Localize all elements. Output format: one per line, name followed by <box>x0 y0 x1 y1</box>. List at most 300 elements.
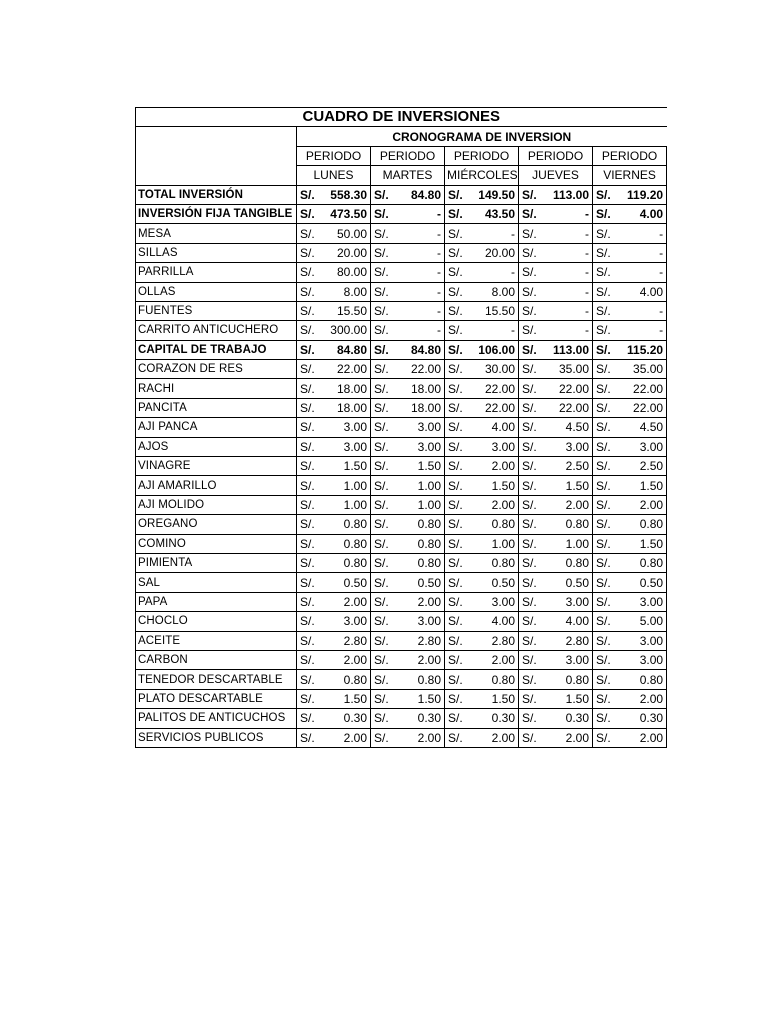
currency-cell: S/. <box>445 553 470 572</box>
currency-cell: S/. <box>593 398 618 417</box>
currency-cell: S/. <box>445 398 470 417</box>
table-row <box>136 360 667 379</box>
currency-cell: S/. <box>519 282 544 301</box>
table-title: CUADRO DE INVERSIONES <box>136 108 667 127</box>
currency-cell: S/. <box>593 301 618 320</box>
row-label: SILLAS <box>136 243 297 262</box>
amount-cell: 4.00 <box>544 612 593 631</box>
currency-cell: S/. <box>297 573 322 592</box>
table-row <box>136 379 667 398</box>
amount-cell: 0.80 <box>618 670 667 689</box>
currency-cell: S/. <box>593 340 618 359</box>
currency-cell: S/. <box>445 282 470 301</box>
amount-cell: - <box>396 282 445 301</box>
currency-cell: S/. <box>445 185 470 204</box>
amount-cell: 0.50 <box>618 573 667 592</box>
amount-cell: 0.80 <box>396 534 445 553</box>
currency-cell: S/. <box>371 495 396 514</box>
amount-cell: 1.50 <box>322 457 371 476</box>
amount-cell: 1.50 <box>618 534 667 553</box>
amount-cell: 2.00 <box>618 728 667 747</box>
amount-cell: 3.00 <box>618 650 667 669</box>
day-header-1: MARTES <box>371 166 445 185</box>
currency-cell: S/. <box>371 631 396 650</box>
currency-cell: S/. <box>297 476 322 495</box>
currency-cell: S/. <box>593 650 618 669</box>
currency-cell: S/. <box>519 728 544 747</box>
currency-cell: S/. <box>519 243 544 262</box>
amount-cell: 1.00 <box>396 495 445 514</box>
currency-cell: S/. <box>297 553 322 572</box>
currency-cell: S/. <box>519 515 544 534</box>
currency-cell: S/. <box>371 418 396 437</box>
currency-cell: S/. <box>593 612 618 631</box>
amount-cell: 106.00 <box>470 340 519 359</box>
row-label: PARRILLA <box>136 263 297 282</box>
amount-cell: 4.00 <box>618 204 667 223</box>
amount-cell: 0.50 <box>396 573 445 592</box>
currency-cell: S/. <box>445 360 470 379</box>
amount-cell: 84.80 <box>396 185 445 204</box>
amount-cell: 149.50 <box>470 185 519 204</box>
row-label: RACHI <box>136 379 297 398</box>
currency-cell: S/. <box>593 476 618 495</box>
currency-cell: S/. <box>371 224 396 243</box>
amount-cell: 3.00 <box>396 612 445 631</box>
amount-cell: 0.80 <box>618 515 667 534</box>
currency-cell: S/. <box>297 670 322 689</box>
currency-cell: S/. <box>593 263 618 282</box>
currency-cell: S/. <box>593 321 618 340</box>
amount-cell: - <box>544 243 593 262</box>
row-label: CAPITAL DE TRABAJO <box>136 340 297 359</box>
schedule-header: CRONOGRAMA DE INVERSION <box>297 127 667 146</box>
currency-cell: S/. <box>445 534 470 553</box>
amount-cell: 3.00 <box>396 418 445 437</box>
amount-cell: 0.30 <box>544 709 593 728</box>
table-row <box>136 457 667 476</box>
amount-cell: 30.00 <box>470 360 519 379</box>
amount-cell: 80.00 <box>322 263 371 282</box>
currency-cell: S/. <box>297 515 322 534</box>
currency-cell: S/. <box>297 728 322 747</box>
amount-cell: 1.00 <box>322 495 371 514</box>
amount-cell: 2.00 <box>322 650 371 669</box>
currency-cell: S/. <box>297 689 322 708</box>
table-row <box>136 243 667 262</box>
amount-cell: 0.30 <box>470 709 519 728</box>
currency-cell: S/. <box>297 650 322 669</box>
amount-cell: 0.80 <box>322 515 371 534</box>
amount-cell: - <box>470 224 519 243</box>
amount-cell: 2.50 <box>544 457 593 476</box>
amount-cell: 0.80 <box>470 670 519 689</box>
day-header-4: VIERNES <box>593 166 667 185</box>
period-header: PERIODO <box>445 146 519 165</box>
amount-cell: 3.00 <box>544 592 593 611</box>
row-label: MESA <box>136 224 297 243</box>
amount-cell: - <box>396 263 445 282</box>
currency-cell: S/. <box>371 573 396 592</box>
amount-cell: 3.00 <box>322 612 371 631</box>
amount-cell: 3.00 <box>396 437 445 456</box>
currency-cell: S/. <box>593 437 618 456</box>
amount-cell: 4.00 <box>470 612 519 631</box>
currency-cell: S/. <box>371 728 396 747</box>
row-label: AJI AMARILLO <box>136 476 297 495</box>
amount-cell: 18.00 <box>396 379 445 398</box>
amount-cell: 2.00 <box>470 650 519 669</box>
row-label: INVERSIÓN FIJA TANGIBLE <box>136 204 297 223</box>
currency-cell: S/. <box>297 534 322 553</box>
currency-cell: S/. <box>297 204 322 223</box>
currency-cell: S/. <box>297 437 322 456</box>
currency-cell: S/. <box>519 224 544 243</box>
currency-cell: S/. <box>371 457 396 476</box>
currency-cell: S/. <box>445 631 470 650</box>
currency-cell: S/. <box>297 243 322 262</box>
amount-cell: 2.80 <box>544 631 593 650</box>
currency-cell: S/. <box>593 728 618 747</box>
amount-cell: 18.00 <box>396 398 445 417</box>
currency-cell: S/. <box>593 224 618 243</box>
amount-cell: 35.00 <box>544 360 593 379</box>
amount-cell: - <box>544 224 593 243</box>
currency-cell: S/. <box>593 553 618 572</box>
amount-cell: - <box>544 263 593 282</box>
amount-cell: 84.80 <box>322 340 371 359</box>
currency-cell: S/. <box>371 553 396 572</box>
amount-cell: 2.00 <box>322 728 371 747</box>
row-label: ACEITE <box>136 631 297 650</box>
row-label: OREGANO <box>136 515 297 534</box>
amount-cell: 3.00 <box>544 437 593 456</box>
amount-cell: 1.50 <box>470 476 519 495</box>
currency-cell: S/. <box>297 263 322 282</box>
currency-cell: S/. <box>593 243 618 262</box>
currency-cell: S/. <box>445 263 470 282</box>
table-row <box>136 631 667 650</box>
currency-cell: S/. <box>593 418 618 437</box>
amount-cell: - <box>544 204 593 223</box>
amount-cell: 473.50 <box>322 204 371 223</box>
investment-table <box>135 107 667 748</box>
currency-cell: S/. <box>519 263 544 282</box>
table-row <box>136 709 667 728</box>
label-header-blank <box>136 127 297 185</box>
currency-cell: S/. <box>519 340 544 359</box>
amount-cell: 0.80 <box>470 515 519 534</box>
currency-cell: S/. <box>519 457 544 476</box>
currency-cell: S/. <box>445 495 470 514</box>
table-row <box>136 476 667 495</box>
amount-cell: 300.00 <box>322 321 371 340</box>
currency-cell: S/. <box>371 398 396 417</box>
currency-cell: S/. <box>445 301 470 320</box>
amount-cell: 2.80 <box>470 631 519 650</box>
currency-cell: S/. <box>519 631 544 650</box>
currency-cell: S/. <box>371 709 396 728</box>
amount-cell: 0.80 <box>396 515 445 534</box>
currency-cell: S/. <box>519 437 544 456</box>
currency-cell: S/. <box>371 592 396 611</box>
amount-cell: 1.00 <box>322 476 371 495</box>
amount-cell: 22.00 <box>322 360 371 379</box>
currency-cell: S/. <box>519 553 544 572</box>
currency-cell: S/. <box>519 379 544 398</box>
currency-cell: S/. <box>519 534 544 553</box>
amount-cell: 4.00 <box>470 418 519 437</box>
currency-cell: S/. <box>519 418 544 437</box>
currency-cell: S/. <box>519 650 544 669</box>
currency-cell: S/. <box>445 709 470 728</box>
amount-cell: 1.50 <box>396 457 445 476</box>
amount-cell: 0.50 <box>544 573 593 592</box>
amount-cell: 1.00 <box>470 534 519 553</box>
amount-cell: 115.20 <box>618 340 667 359</box>
currency-cell: S/. <box>371 282 396 301</box>
currency-cell: S/. <box>445 592 470 611</box>
amount-cell: 2.00 <box>470 495 519 514</box>
amount-cell: 3.00 <box>618 437 667 456</box>
table-row <box>136 321 667 340</box>
amount-cell: 4.00 <box>618 282 667 301</box>
currency-cell: S/. <box>519 360 544 379</box>
amount-cell: 50.00 <box>322 224 371 243</box>
table-row <box>136 185 667 204</box>
amount-cell: 8.00 <box>470 282 519 301</box>
currency-cell: S/. <box>297 631 322 650</box>
amount-cell: 2.50 <box>618 457 667 476</box>
currency-cell: S/. <box>371 476 396 495</box>
amount-cell: 22.00 <box>470 398 519 417</box>
row-label: AJI PANCA <box>136 418 297 437</box>
amount-cell: 0.80 <box>544 670 593 689</box>
amount-cell: 35.00 <box>618 360 667 379</box>
table-row <box>136 534 667 553</box>
currency-cell: S/. <box>297 379 322 398</box>
currency-cell: S/. <box>371 437 396 456</box>
currency-cell: S/. <box>593 495 618 514</box>
period-header: PERIODO <box>371 146 445 165</box>
table-row <box>136 340 667 359</box>
amount-cell: 1.50 <box>470 689 519 708</box>
table-row <box>136 670 667 689</box>
currency-cell: S/. <box>445 573 470 592</box>
row-label: CORAZON DE RES <box>136 360 297 379</box>
row-label: PLATO DESCARTABLE <box>136 689 297 708</box>
row-label: COMINO <box>136 534 297 553</box>
currency-cell: S/. <box>445 728 470 747</box>
amount-cell: 2.00 <box>396 728 445 747</box>
currency-cell: S/. <box>519 670 544 689</box>
amount-cell: 0.80 <box>396 670 445 689</box>
amount-cell: 1.50 <box>618 476 667 495</box>
currency-cell: S/. <box>593 689 618 708</box>
currency-cell: S/. <box>445 515 470 534</box>
currency-cell: S/. <box>593 709 618 728</box>
amount-cell: 0.30 <box>618 709 667 728</box>
currency-cell: S/. <box>519 612 544 631</box>
currency-cell: S/. <box>297 340 322 359</box>
amount-cell: - <box>618 263 667 282</box>
currency-cell: S/. <box>297 612 322 631</box>
amount-cell: 0.50 <box>322 573 371 592</box>
row-label: CARRITO ANTICUCHERO <box>136 321 297 340</box>
currency-cell: S/. <box>445 476 470 495</box>
currency-cell: S/. <box>371 689 396 708</box>
amount-cell: 0.80 <box>618 553 667 572</box>
amount-cell: 18.00 <box>322 398 371 417</box>
row-label: PALITOS DE ANTICUCHOS <box>136 709 297 728</box>
amount-cell: 15.50 <box>322 301 371 320</box>
amount-cell: 18.00 <box>322 379 371 398</box>
currency-cell: S/. <box>593 360 618 379</box>
row-label: AJI MOLIDO <box>136 495 297 514</box>
table-row <box>136 592 667 611</box>
amount-cell: 0.50 <box>470 573 519 592</box>
investment-sheet <box>135 107 663 748</box>
currency-cell: S/. <box>297 495 322 514</box>
currency-cell: S/. <box>297 398 322 417</box>
amount-cell: 0.80 <box>544 553 593 572</box>
row-label: AJOS <box>136 437 297 456</box>
currency-cell: S/. <box>593 185 618 204</box>
currency-cell: S/. <box>593 592 618 611</box>
row-label: FUENTES <box>136 301 297 320</box>
amount-cell: 43.50 <box>470 204 519 223</box>
currency-cell: S/. <box>371 534 396 553</box>
row-label: PAPA <box>136 592 297 611</box>
amount-cell: 2.00 <box>396 650 445 669</box>
amount-cell: 558.30 <box>322 185 371 204</box>
table-row <box>136 204 667 223</box>
currency-cell: S/. <box>593 670 618 689</box>
currency-cell: S/. <box>519 709 544 728</box>
amount-cell: 1.50 <box>396 689 445 708</box>
amount-cell: 2.00 <box>544 728 593 747</box>
row-label: CHOCLO <box>136 612 297 631</box>
currency-cell: S/. <box>297 224 322 243</box>
currency-cell: S/. <box>519 476 544 495</box>
currency-cell: S/. <box>445 689 470 708</box>
currency-cell: S/. <box>519 573 544 592</box>
row-label: PANCITA <box>136 398 297 417</box>
table-row <box>136 553 667 572</box>
currency-cell: S/. <box>371 321 396 340</box>
amount-cell: 1.50 <box>544 689 593 708</box>
currency-cell: S/. <box>445 243 470 262</box>
currency-cell: S/. <box>519 321 544 340</box>
currency-cell: S/. <box>519 204 544 223</box>
currency-cell: S/. <box>297 709 322 728</box>
table-row <box>136 418 667 437</box>
amount-cell: 1.50 <box>544 476 593 495</box>
amount-cell: 20.00 <box>322 243 371 262</box>
amount-cell: 0.30 <box>322 709 371 728</box>
currency-cell: S/. <box>371 185 396 204</box>
amount-cell: 3.00 <box>322 418 371 437</box>
amount-cell: - <box>544 301 593 320</box>
amount-cell: 2.00 <box>470 457 519 476</box>
amount-cell: - <box>618 224 667 243</box>
amount-cell: - <box>396 301 445 320</box>
currency-cell: S/. <box>371 263 396 282</box>
amount-cell: 22.00 <box>470 379 519 398</box>
amount-cell: 2.00 <box>618 495 667 514</box>
currency-cell: S/. <box>371 612 396 631</box>
amount-cell: 22.00 <box>544 379 593 398</box>
amount-cell: 22.00 <box>396 360 445 379</box>
amount-cell: 3.00 <box>470 592 519 611</box>
table-row <box>136 650 667 669</box>
period-header: PERIODO <box>297 146 371 165</box>
table-row <box>136 224 667 243</box>
amount-cell: 15.50 <box>470 301 519 320</box>
currency-cell: S/. <box>445 224 470 243</box>
amount-cell: - <box>396 321 445 340</box>
amount-cell: 0.80 <box>322 670 371 689</box>
day-header-0: LUNES <box>297 166 371 185</box>
currency-cell: S/. <box>593 379 618 398</box>
currency-cell: S/. <box>593 534 618 553</box>
table-row <box>136 282 667 301</box>
amount-cell: 2.00 <box>470 728 519 747</box>
amount-cell: 1.00 <box>396 476 445 495</box>
amount-cell: 3.00 <box>544 650 593 669</box>
currency-cell: S/. <box>371 360 396 379</box>
amount-cell: - <box>396 243 445 262</box>
amount-cell: 8.00 <box>322 282 371 301</box>
period-header: PERIODO <box>519 146 593 165</box>
currency-cell: S/. <box>593 631 618 650</box>
amount-cell: - <box>544 282 593 301</box>
amount-cell: 3.00 <box>618 592 667 611</box>
currency-cell: S/. <box>593 282 618 301</box>
currency-cell: S/. <box>593 204 618 223</box>
currency-cell: S/. <box>445 321 470 340</box>
amount-cell: 5.00 <box>618 612 667 631</box>
amount-cell: 4.50 <box>618 418 667 437</box>
amount-cell: 3.00 <box>618 631 667 650</box>
amount-cell: 2.00 <box>396 592 445 611</box>
currency-cell: S/. <box>445 418 470 437</box>
currency-cell: S/. <box>445 204 470 223</box>
amount-cell: 2.00 <box>322 592 371 611</box>
amount-cell: - <box>396 224 445 243</box>
currency-cell: S/. <box>371 515 396 534</box>
currency-cell: S/. <box>297 282 322 301</box>
currency-cell: S/. <box>371 301 396 320</box>
currency-cell: S/. <box>593 457 618 476</box>
amount-cell: 0.80 <box>544 515 593 534</box>
table-row <box>136 437 667 456</box>
amount-cell: - <box>470 263 519 282</box>
amount-cell: 3.00 <box>322 437 371 456</box>
row-label: TOTAL INVERSIÓN <box>136 185 297 204</box>
amount-cell: 1.00 <box>544 534 593 553</box>
row-label: PIMIENTA <box>136 553 297 572</box>
amount-cell: 0.80 <box>396 553 445 572</box>
amount-cell: 84.80 <box>396 340 445 359</box>
row-label: CARBON <box>136 650 297 669</box>
amount-cell: 20.00 <box>470 243 519 262</box>
amount-cell: 119.20 <box>618 185 667 204</box>
currency-cell: S/. <box>593 515 618 534</box>
currency-cell: S/. <box>371 670 396 689</box>
table-row <box>136 398 667 417</box>
amount-cell: 2.00 <box>544 495 593 514</box>
